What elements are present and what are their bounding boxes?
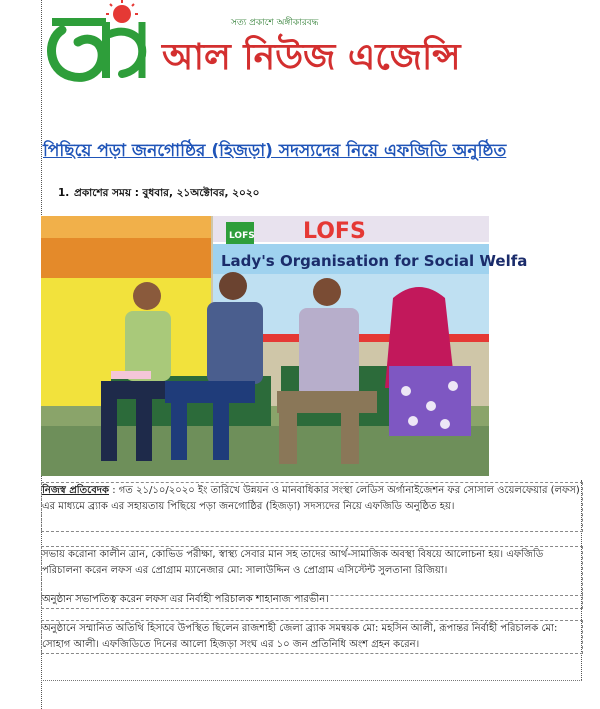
article-photo (41, 216, 528, 476)
site-brand-name: আল নিউজ এজেন্সি (162, 37, 461, 78)
page-bottom-edge (41, 680, 582, 681)
banner-logo-text: LOFS (229, 231, 255, 241)
reporter-label: নিজস্ব প্রতিবেদক (42, 485, 110, 496)
article-paragraph-1 (41, 482, 583, 532)
svg-text:LOFS: LOFS (303, 219, 366, 244)
site-logo (44, 0, 164, 92)
list-number: 1. (58, 187, 70, 199)
article-paragraph-3: অনুষ্ঠান সভাপতিত্ব করেন লফস এর নির্বাহী পরিচালক শাহানাজ পারভীন। (41, 592, 583, 609)
article-paragraph-4: অনুষ্ঠানে সম্মানিত অতিথি হিসাবে উপস্থিত ছিলেন রাজশাহী জেলা ব্র্যাক সমন্বয়ক মো: মহসিন আলী, রূপান্তর নির্বাহী পরিচালক মো: সোহাগ আলী। এফজিডিতে দিনের আলো হিজড়া সংঘ এর ১০ জন প্রতিনিধি অংশ গ্রহন করেন। (41, 620, 583, 654)
masthead[interactable] (44, 0, 461, 92)
publish-date (58, 186, 260, 203)
banner-text: Lady's Organisation for Social Welfa (221, 252, 528, 270)
article-paragraph-2: সভায় করোনা কালীন ত্রান, কোভিড পরীক্ষা, স্বাস্থ্য সেবার মান সহ তাদের আর্থ-সামাজিক অবস্থা বিষয়ে আলোচনা হয়। এফজিডি পরিচালনা করেন লফস এর প্রোগ্রাম ম্যানেজার মো: সালাউদ্দিন ও প্রোগ্রাম এসিস্টেন্ট সুলতানা রিজিয়া। (41, 546, 583, 596)
paragraph-1-text: : গত ২১/১০/২০২০ ইং তারিখে উন্নয়ন ও মানবাধিকার সংস্থা লেডিস অর্গানাইজেশন ফর সোসাল ওয়েলফেয়ার (লফস) এর মাধ্যমে ব্র্যাক এর সহায়তায় পিছিয়ে পড়া জনগোষ্ঠির (হিজড়া) সদস্যদের নিয়ে এফজিডি অনুষ্ঠিত হয়। (42, 485, 580, 512)
publish-date-text: প্রকাশের সময় : বুধবার, ২১অক্টোবর, ২০২০ (74, 187, 260, 199)
site-tagline: সত্য প্রকাশে অঙ্গীকারবদ্ধ (231, 18, 319, 28)
event-photo-illustration (41, 216, 528, 476)
article-headline[interactable]: পিছিয়ে পড়া জনগোষ্ঠির (হিজড়া) সদস্যদের নিয়ে এফজিডি অনুষ্ঠিত (43, 141, 507, 161)
